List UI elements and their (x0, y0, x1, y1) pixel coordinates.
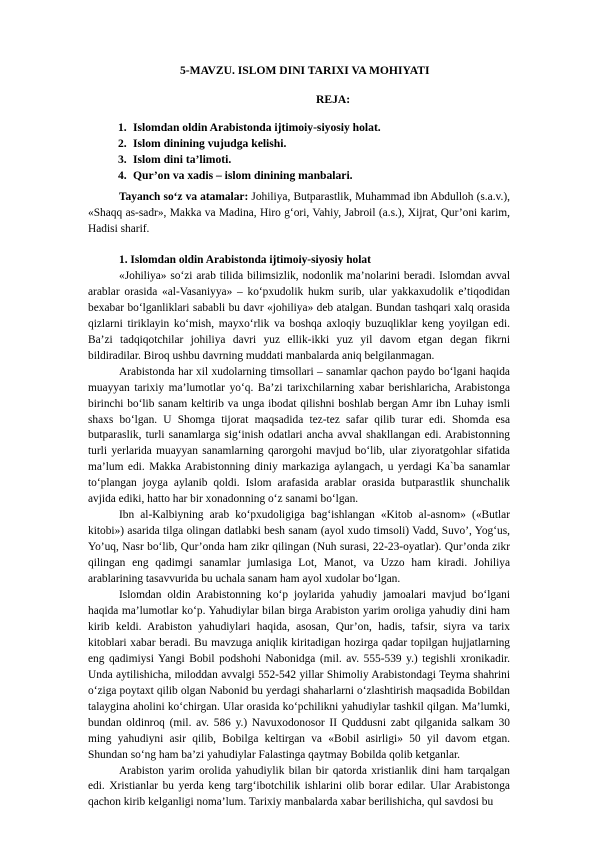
plan-item (118, 120, 381, 136)
body-paragraph: Islomdan oldin Arabistonning ko‘p joylarida yahudiy jamoalari mavjud bo‘lgani haqida ma’lumotlar ko‘p. Yahudiylar bilan birga Arabiston yarim oroliga yahudiy dini ham kirib keldi. Arabiston yahudiylari haqida, asosan, Qur’on, hadis, tafsir, siyra va tarix kitoblari xabar beradi. Bu mavzuga aniqlik kiritadigan hozirga qadar topilgan hujjatlarning eng qadimiysi Yangi Bobil podshohi Nabonidga (mil. av. 555-539 y.) tegishli xronikadir. Unda aytilishicha, miloddan avvalgi 552-542 yillar Shimoliy Arabistondagi Teyma shahrini o‘ziga poytaxt qilib olgan Nabonid bu yerdagi shaharlarni o‘zlashtirish maqsadida Bobildan talaygina aholini ko‘chirgan. Ular orasida ko‘pchilikni yahudiylar tashkil qilgan. Ma’lumki, bundan oldinroq (mil. av. 586 y.) Navuxodonosor II Quddusni zabt qilganida salkam 30 ming yahudiyni asir qilib, Bobilga keltirgan va «Bobil asirligi» 50 yil davom etgan. Shundan so‘ng ham ba’zi yahudiylar Falastinga qaytmay Bobilda qolib ketganlar. (88, 589, 510, 761)
plan-list (118, 120, 381, 184)
plan-item-number: 2. (118, 137, 127, 150)
keywords-block (88, 190, 510, 238)
plan-item (118, 168, 381, 184)
plan-item-text: Islom dini ta’limoti. (133, 153, 232, 166)
plan-item-text: Islomdan oldin Arabistonda ijtimoiy-siyosiy holat. (133, 121, 381, 134)
plan-item (118, 136, 381, 152)
body-paragraph: Arabiston yarim orolida yahudiylik bilan bir qatorda xristianlik dini ham tarqalgan edi. Xristianlar bu yerda keng targ‘ibotchilik ishlarini olib borar edilar. Ular Arabistonga qachon kirib kelganligi noma’lum. Tarixiy manbalarda xabar berilishicha, qul savdosi bu (88, 764, 510, 809)
plan-item-number: 1. (118, 121, 127, 134)
keywords-label: Tayanch so‘z va atamalar: (119, 191, 249, 203)
section-heading: 1. Islomdan oldin Arabistonda ijtimoiy-siyosiy holat (119, 254, 371, 266)
topic-title: 5-MAVZU. ISLOM DINI TARIXI VA MOHIYATI (180, 64, 430, 77)
plan-item (118, 152, 381, 168)
plan-item-number: 4. (118, 169, 127, 182)
section-1 (88, 253, 510, 811)
plan-item-text: Qur’on va xadis – islom dinining manbalari. (133, 169, 353, 182)
body-paragraph: Arabistonda har xil xudolarning timsollari – sanamlar qachon paydo bo‘lgani haqida muayyan tarixiy ma’lumotlar yo‘q. Ba’zi tarixchilarning xabar berishlaricha, Arabistonga birinchi bo‘lib sanam keltirib va unga ibodat qilishni boshlab bergan Amr ibn Luhay ismli shaxs bo‘lgan. U Shomga tijorat maqsadida tez-tez safar qilib turar edi. Shomda esa butparaslik, turli sanamlarga sig‘inish odatlari ancha avval shakllangan edi. Arabistonning turli yerlarida muayyan sanamlarning qarorgohi mavjud bo‘lib, ular ziyoratgohlar sifatida ma’lum edi. Makka Arabistonning diniy markaziga aylangach, u yerdagi Ka`ba sanamlar to‘plangan joyga aylanib qoldi. Islom arafasida arablar orasida butparastlik shunchalik avjida ediki, hatto har bir xonadonning o‘z sanami bo‘lgan. (88, 365, 510, 506)
keywords-paragraph (88, 190, 510, 238)
body-paragraph: «Johiliya» so‘zi arab tilida bilimsizlik, nodonlik ma’nolarini beradi. Islomdan avval arablar orasida «al-Vasaniyya» – ko‘pxudolik hukm surib, ular yakkaxudolik e’tiqodidan bexabar bo‘lganliklari sababli bu davr «johiliya» deb atalgan. Bundan tashqari xalq orasida qizlarni tiriklayin ko‘mish, mayxo‘rlik va boshqa axloqiy buzuqliklar keng yoyilgan edi. Ba’zi tadqiqotchilar johiliya davri yuz ellik-ikki yuz yil davom etgan degan fikrni bildiradilar. Biroq ushbu davrning muddati manbalarda aniq belgilanmagan. (88, 269, 510, 362)
plan-item-text: Islom dinining vujudga kelishi. (133, 137, 287, 150)
plan-item-number: 3. (118, 153, 127, 166)
keywords-text: Johiliya, Butparastlik, Muhammad ibn Abdulloh (s.a.v.), «Shaqq as-sadr», Makka va Madina, Hiro g‘ori, Vahiy, Jabroil (a.s.), Xijrat, Qur’oni karim, Hadisi sharif. (88, 191, 510, 235)
body-paragraph: Ibn al-Kalbiyning arab ko‘pxudoligiga bag‘ishlangan «Kitob al-asnom» («Butlar kitobi») asarida tilga olingan datlabki besh sanam (ayol xudo timsoli) Vadd, Suvo’, Yog‘us, Yo’uq, Nasr bo‘lib, Qur’onda ham zikr qilingan (Nuh surasi, 22-23-oyatlar). Qur’onda zikr qilingan eng qadimgi sanamlar jumlasiga Lot, Manot, va Uzzo ham kiradi. Johiliya arablarining tasavvurida bu uchala sanam ham ayol xudolar bo‘lgan. (88, 509, 510, 586)
plan-heading: REJA: (316, 93, 351, 106)
